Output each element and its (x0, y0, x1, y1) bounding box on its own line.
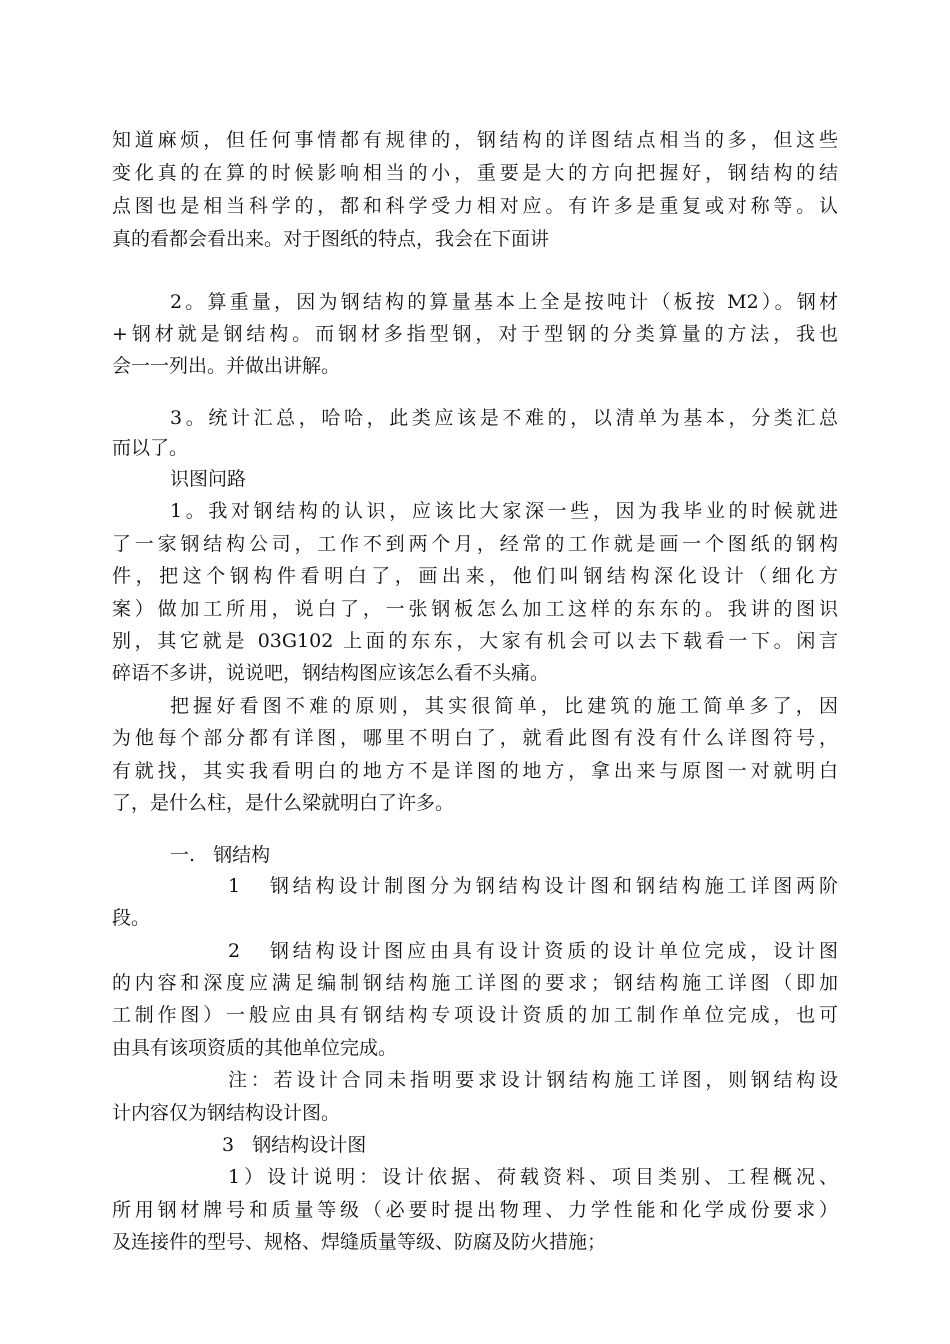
paragraph-line: 1。我对钢结构的认识，应该比大家深一些，因为我毕业的时候就进 (170, 500, 838, 522)
paragraph-line: 2。算重量，因为钢结构的算量基本上全是按吨计（板按 M2）。钢材 (170, 291, 838, 313)
paragraph-line: 把握好看图不难的原则，其实很简单，比建筑的施工简单多了，因 (170, 695, 838, 717)
paragraph-line: 了一家钢结构公司，工作不到两个月，经常的工作就是画一个图纸的钢构 (112, 533, 838, 555)
paragraph-line: +钢材就是钢结构。而钢材多指型钢，对于型钢的分类算量的方法，我也 (112, 323, 838, 345)
paragraph-line: 变化真的在算的时候影响相当的小，重要是大的方向把握好，钢结构的结 (112, 162, 838, 184)
note-line: 注：若设计合同未指明要求设计钢结构施工详图，则钢结构设 (228, 1069, 838, 1091)
paragraph-line: 点图也是相当科学的，都和科学受力相对应。有许多是重复或对称等。认 (112, 195, 838, 217)
paragraph-line: 别，其它就是 03G102 上面的东东，大家有机会可以去下载看一下。闲言 (112, 630, 838, 652)
paragraph-line: 1 钢结构设计制图分为钢结构设计图和钢结构施工详图两阶 (228, 875, 838, 897)
paragraph-line: 碎语不多讲，说说吧，钢结构图应该怎么看不头痛。 (112, 662, 550, 684)
subsection-heading: 3 钢结构设计图 (222, 1134, 367, 1156)
paragraph-line: 会一一列出。并做出讲解。 (112, 355, 341, 377)
paragraph-line: 所用钢材牌号和质量等级（必要时提出物理、力学性能和化学成份要求） (112, 1199, 838, 1221)
note-line: 计内容仅为钢结构设计图。 (112, 1102, 341, 1124)
paragraph-line: 案）做加工所用，说白了，一张钢板怎么加工这样的东东的。我讲的图识 (112, 598, 838, 620)
paragraph-line: 知道麻烦，但任何事情都有规律的，钢结构的详图结点相当的多，但这些 (112, 129, 838, 151)
paragraph-line: 1）设计说明：设计依据、荷载资料、项目类别、工程概况、 (228, 1166, 838, 1188)
paragraph-line: 有就找，其实我看明白的地方不是详图的地方，拿出来与原图一对就明白 (112, 760, 838, 782)
paragraph-line: 件，把这个钢构件看明白了，画出来，他们叫钢结构深化设计（细化方 (112, 565, 838, 587)
paragraph-line: 及连接件的型号、规格、焊缝质量等级、防腐及防火措施； (112, 1231, 607, 1253)
section-heading: 一. 钢结构 (170, 844, 271, 866)
paragraph-line: 3。统计汇总，哈哈，此类应该是不难的，以清单为基本，分类汇总 (170, 407, 838, 429)
paragraph-line: 真的看都会看出来。对于图纸的特点，我会在下面讲 (112, 228, 550, 250)
paragraph-line: 了，是什么柱，是什么梁就明白了许多。 (112, 792, 455, 814)
paragraph-line: 由具有该项资质的其他单位完成。 (112, 1037, 398, 1059)
section-heading: 识图问路 (170, 468, 247, 490)
paragraph-line: 而以了。 (112, 437, 189, 459)
paragraph-line: 2 钢结构设计图应由具有设计资质的设计单位完成，设计图 (228, 940, 838, 962)
paragraph-line: 为他每个部分都有详图，哪里不明白了，就看此图有没有什么详图符号， (112, 727, 838, 749)
paragraph-line: 的内容和深度应满足编制钢结构施工详图的要求；钢结构施工详图（即加 (112, 972, 838, 994)
paragraph-line: 工制作图）一般应由具有钢结构专项设计资质的加工制作单位完成，也可 (112, 1004, 838, 1026)
paragraph-line: 段。 (112, 907, 151, 929)
